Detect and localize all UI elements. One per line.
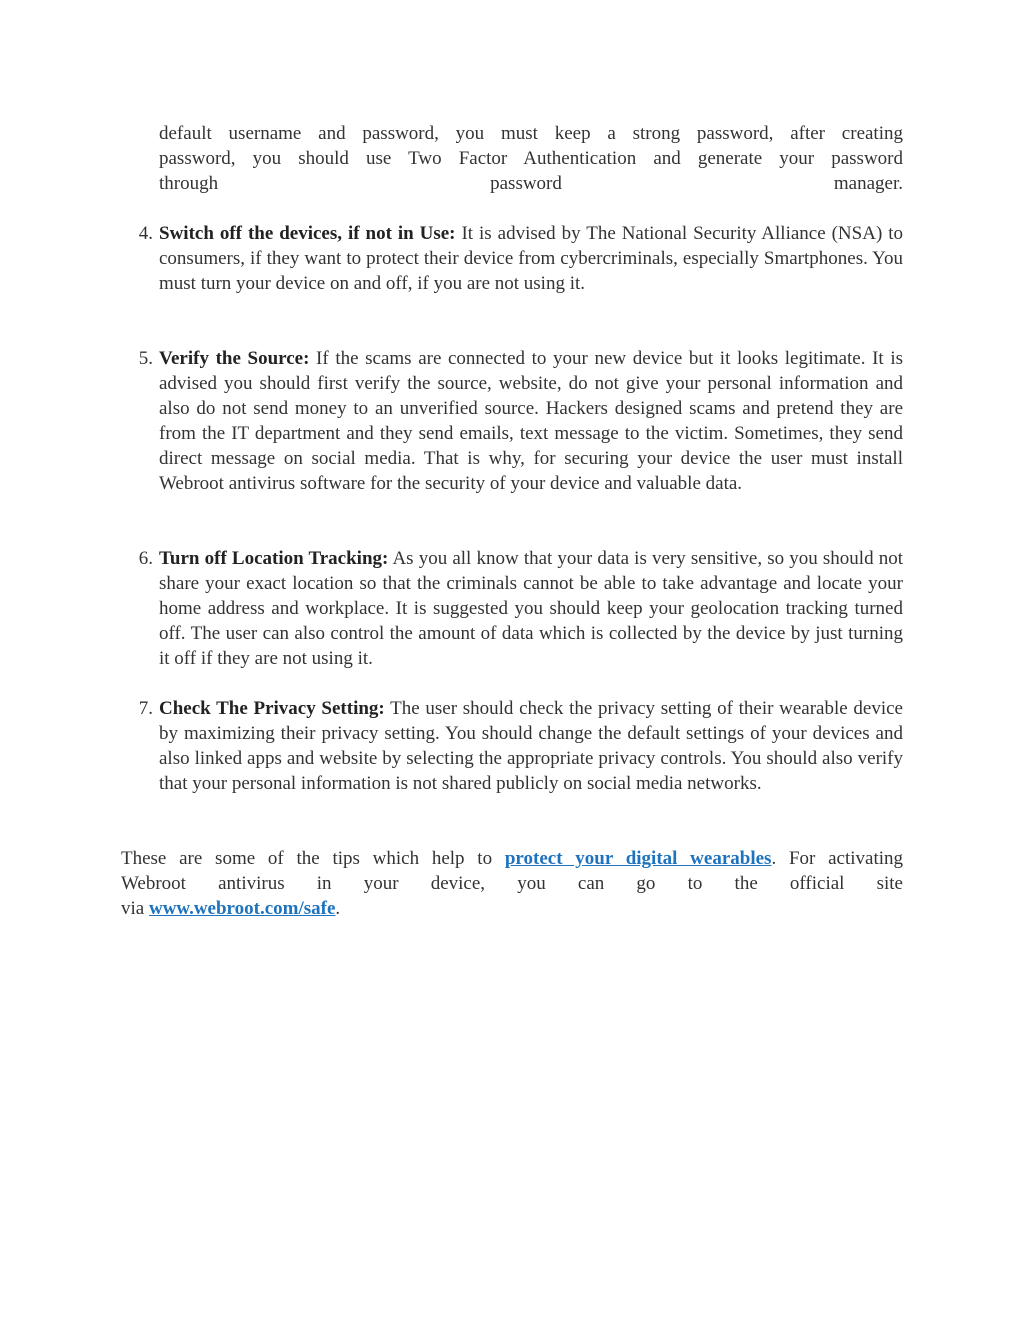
list-item-6 xyxy=(138,546,903,671)
closing-line-3 xyxy=(121,896,903,921)
item-heading: Switch off the devices, if not in Use: xyxy=(159,223,456,244)
closing-end-text: . xyxy=(335,898,341,919)
closing-lead-text: These are some of the tips which help to xyxy=(121,848,493,869)
item-body: The user should check the privacy setting of their wearable device by maximizing their privacy setting. You should change the default settings of your devices and also linked apps and website by selecting the appropriate privacy controls. You should also verify that your personal information is not shared publicly on social media networks. xyxy=(159,698,903,794)
closing-mid-text: . For activating xyxy=(771,848,903,869)
item-heading: Turn off Location Tracking: xyxy=(159,548,389,569)
item-body: As you all know that your data is very sensitive, so you should not share your exact location so that the criminals cannot be able to take advantage and locate your home address and workplace. It is suggested you should keep your geolocation tracking turned off. The user can also control the amount of data which is collected by the device by just turning it off if they are not using it. xyxy=(159,548,903,669)
webroot-safe-link[interactable]: www.webroot.com/safe xyxy=(148,898,336,919)
continuation-paragraph xyxy=(159,121,903,196)
item-heading: Verify the Source: xyxy=(159,348,310,369)
item-body: If the scams are connected to your new device but it looks legitimate. It is advised you should first verify the source, website, do not give your personal information and also do not send money to an unverified source. Hackers designed scams and pretend they are from the IT department and they send emails, text message to the victim. Sometimes, they send direct message on social media. That is why, for securing your device the user must install Webroot antivirus software for the security of your device and valuable data. xyxy=(159,348,903,494)
item-heading: Check The Privacy Setting: xyxy=(159,698,385,719)
list-item-7 xyxy=(138,696,903,796)
continuation-line-3: through password manager. xyxy=(159,173,903,194)
list-number: 5. xyxy=(138,348,153,369)
item-body: It is advised by The National Security Alliance (NSA) to consumers, if they want to protect their device from cybercriminals, especially Smartphones. You must turn your device on and off, if you are not using it. xyxy=(159,223,903,294)
closing-paragraph xyxy=(121,846,903,921)
list-number: 4. xyxy=(138,223,153,244)
closing-line-2: Webroot antivirus in your device, you can go to the official site xyxy=(121,873,903,894)
list-item-5 xyxy=(138,346,903,496)
closing-via-text: via xyxy=(121,898,145,919)
list-number: 7. xyxy=(138,698,153,719)
list-item-4 xyxy=(138,221,903,296)
list-number: 6. xyxy=(138,548,153,569)
continuation-line-1: default username and password, you must keep a strong password, after creating xyxy=(159,123,903,144)
continuation-line-2: password, you should use Two Factor Authentication and generate your password xyxy=(159,148,903,169)
closing-line-1 xyxy=(121,846,903,871)
protect-wearables-link[interactable]: protect your digital wearables xyxy=(504,848,772,869)
